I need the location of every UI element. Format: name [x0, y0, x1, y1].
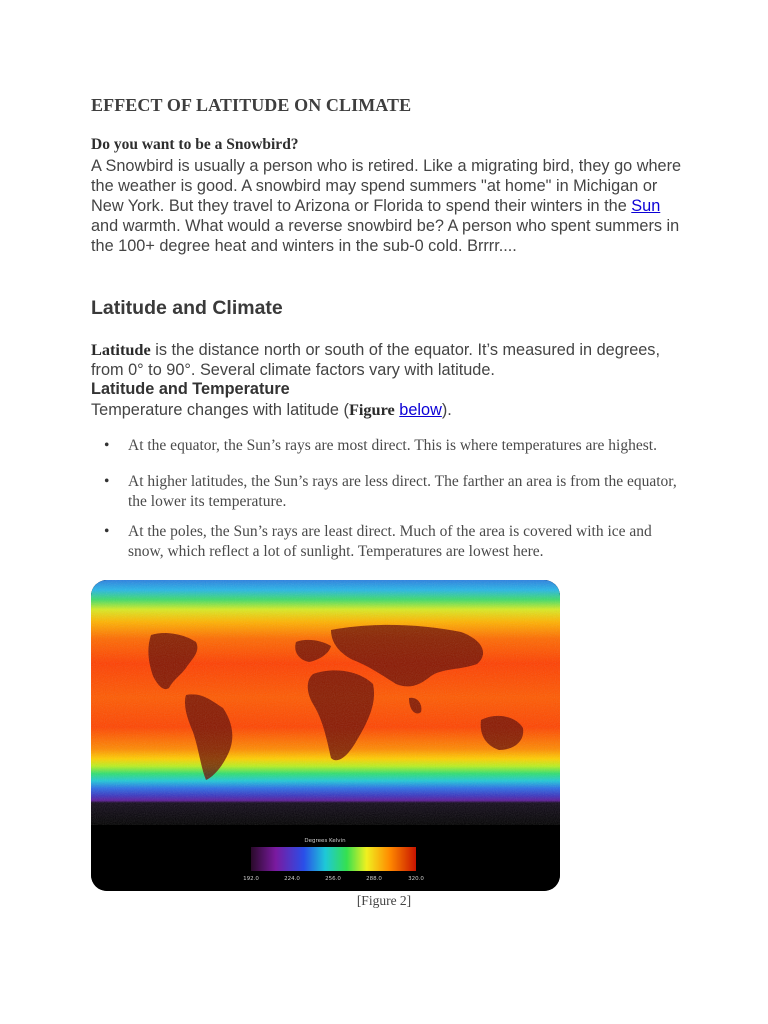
bullet-item: • At higher latitudes, the Sun’s rays are less direct. The farther an area is from the equator, the lower its temperature.	[91, 472, 691, 512]
snowbird-text-1: A Snowbird is usually a person who is retired. Like a migrating bird, they go where the weather is good. A snowbird may spend summers "at home" in Michigan or New York. But they travel to Arizona or Florida to spend their winters in the	[91, 157, 682, 215]
colorbar-tick: 320.0	[408, 876, 424, 882]
colorbar-title: Degrees Kelvin	[304, 838, 346, 844]
temperature-lead: Temperature changes with latitude (	[91, 401, 349, 419]
bullet-list	[91, 436, 691, 562]
figure-word: Figure	[348, 400, 395, 419]
temperature-heading: Latitude and Temperature	[91, 380, 290, 398]
snowbird-text-2: and warmth. What would a reverse snowbird be? A person who spent summers in the 100+ degree heat and winters in the sub-0 cold. Brrrr....	[91, 217, 680, 255]
sun-link[interactable]: Sun	[631, 197, 661, 215]
bullet-item: • At the poles, the Sun’s rays are least direct. Much of the area is covered with ice and snow, which reflect a lot of sunlight. Temperatures are lowest here.	[91, 522, 691, 562]
temperature-close: ).	[441, 401, 452, 419]
below-link[interactable]: below	[399, 401, 442, 419]
section-heading: Latitude and Climate	[91, 297, 283, 319]
temperature-map-figure	[91, 580, 560, 891]
bullet-item: • At the equator, the Sun’s rays are most direct. This is where temperatures are highest.	[91, 436, 691, 456]
colorbar-ramp	[251, 847, 416, 871]
colorbar-tick: 256.0	[325, 876, 341, 882]
latitude-term: Latitude	[91, 340, 151, 359]
snowbird-question: Do you want to be a Snowbird?	[91, 136, 299, 153]
colorbar-tick: 224.0	[284, 876, 300, 882]
colorbar-tick: 192.0	[243, 876, 259, 882]
colorbar-tick: 288.0	[366, 876, 382, 882]
snowbird-paragraph	[91, 156, 691, 256]
document-title: EFFECT OF LATITUDE ON CLIMATE	[91, 95, 412, 115]
world-temperature-map	[91, 580, 560, 891]
temperature-paragraph	[91, 400, 452, 420]
latitude-definition	[91, 340, 691, 380]
latitude-def-text: is the distance north or south of the equator. It’s measured in degrees, from 0° to 90°. Several climate factors vary with latitude.	[91, 341, 660, 379]
texture-overlay	[91, 580, 560, 825]
figure-caption: [Figure 2]	[356, 893, 412, 908]
